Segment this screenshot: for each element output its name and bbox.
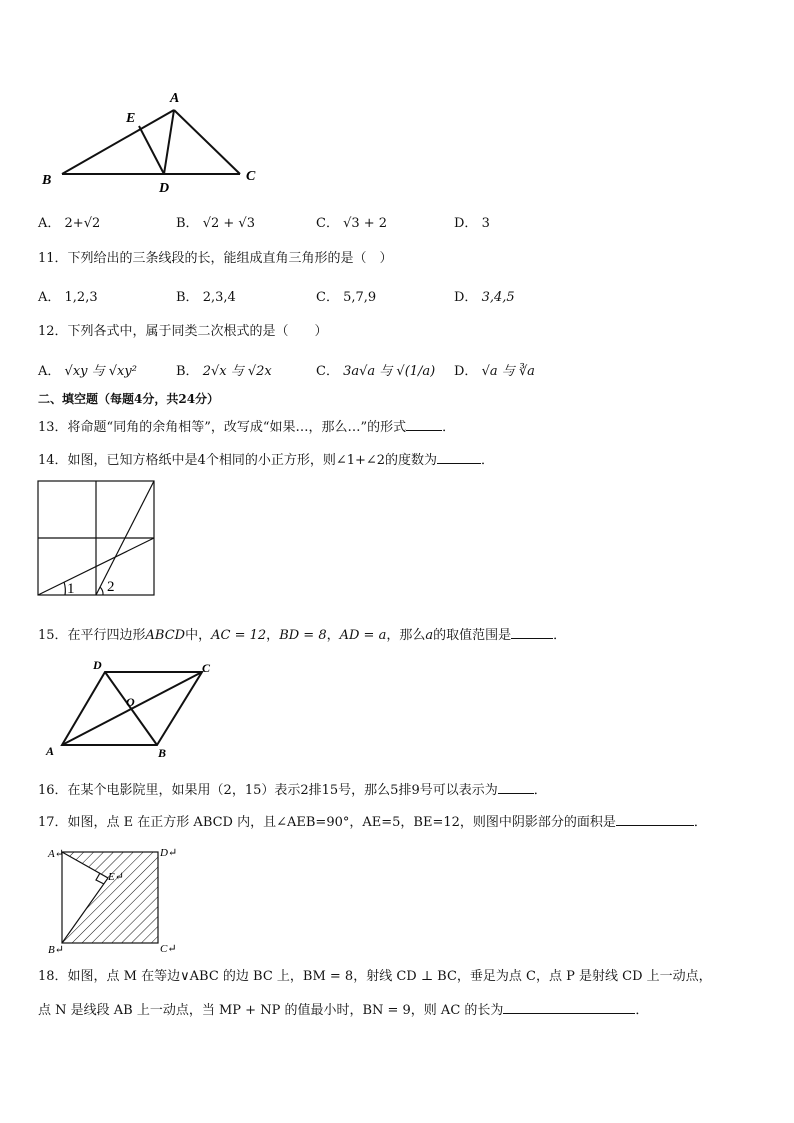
label-e: E [126,111,136,126]
q14-grid-figure [37,480,157,598]
q14-answer-blank[interactable] [437,450,481,464]
q12-option-a: A． √xy 与 √xy² [38,364,137,379]
q10-option-a: A． 2+√2 [38,216,101,231]
q13-stem: 13．将命题“同角的余角相等”，改写成“如果…，那么…”的形式 ． [38,417,455,437]
angle-2-label: 2 [107,579,115,595]
q13-answer-blank[interactable] [406,417,442,431]
q17-answer-blank[interactable] [616,812,694,826]
label-c: C↵ [160,943,177,955]
q18-line-1: 18．如图，点 M 在等边∨ABC 的边 BC 上，BM = 8，射线 CD ⊥ BC，垂足为点 C，点 P 是射线 CD 上一动点， [38,969,712,984]
label-a: A [46,744,55,758]
q12-option-d: D． √a 与 ∛a [454,364,535,379]
q15-stem: 15．在平行四边形ABCD中，AC = 12，BD = 8，AD = a，那么a的取值范围是 ． [38,625,566,645]
q12-option-b: B． 2√x 与 √2x [176,364,272,379]
q11-option-d-value: 3,4,5 [481,290,515,305]
q11-option-a-value: 1,2,3 [64,290,98,305]
q17-stem: 17．如图，点 E 在正方形 ABCD 内，且∠AEB=90°，AE=5，BE=12，则图中阴影部分的面积是 ． [38,812,707,832]
label-b: B↵ [48,944,64,956]
label-d: D [93,658,102,672]
q12-option-c-value: 3a√a 与 √(1/a) [343,364,436,379]
q10-triangle-figure [38,84,268,194]
q11-option-b: B． 2,3,4 [176,290,236,305]
q11-option-d: D． 3,4,5 [454,290,515,305]
q18-answer-blank[interactable] [503,1000,635,1014]
section-heading-fill-in: 二、填空题（每题4分，共24分） [38,392,220,406]
label-d: D↵ [160,847,178,859]
q12-stem: 12．下列各式中，属于同类二次根式的是（ ） [38,324,328,339]
q15-answer-blank[interactable] [511,625,553,639]
q12-option-c: C． 3a√a 与 √(1/a) [316,364,436,379]
label-b: B [158,746,167,760]
q10-option-c-value: √3 + 2 [343,216,388,231]
q10-option-b: B． √2 + √3 [176,216,255,231]
q11-option-b-value: 2,3,4 [202,290,236,305]
q17-square-figure [44,842,194,958]
label-c: C [246,169,256,184]
label-e: E↵ [108,871,124,883]
q10-option-d-value: 3 [481,216,490,231]
q11-stem: 11．下列给出的三条线段的长，能组成直角三角形的是（ ） [38,251,393,266]
q15-parallelogram-figure [42,656,222,760]
label-b: B [42,173,52,188]
q12-option-a-value: √xy 与 √xy² [64,364,137,379]
q10-option-a-value: 2+√2 [64,216,101,231]
q12-option-d-value: √a 与 ∛a [481,364,535,379]
angle-1-label: 1 [67,581,75,597]
q10-option-d: D． 3 [454,216,490,231]
q14-stem: 14．如图，已知方格纸中是4个相同的小正方形，则∠1+∠2的度数为 ． [38,450,494,470]
label-o: O [126,695,135,709]
label-a: A↵ [48,848,64,860]
q16-answer-blank[interactable] [498,780,534,794]
q16-stem: 16．在某个电影院里，如果用（2，15）表示2排15号，那么5排9号可以表示为 ． [38,780,547,800]
q10-option-b-value: √2 + √3 [202,216,255,231]
q11-option-c-value: 5,7,9 [343,290,377,305]
q18-line-2: 点 N 是线段 AB 上一动点，当 MP + NP 的值最小时，BN = 9，则 AC 的长为 ． [38,1000,648,1020]
label-c: C [202,661,211,675]
q11-option-a: A． 1,2,3 [38,290,98,305]
q10-option-c: C． √3 + 2 [316,216,388,231]
label-a: A [170,91,180,106]
q12-option-b-value: 2√x 与 √2x [202,364,272,379]
label-d: D [159,181,170,194]
q11-option-c: C． 5,7,9 [316,290,377,305]
